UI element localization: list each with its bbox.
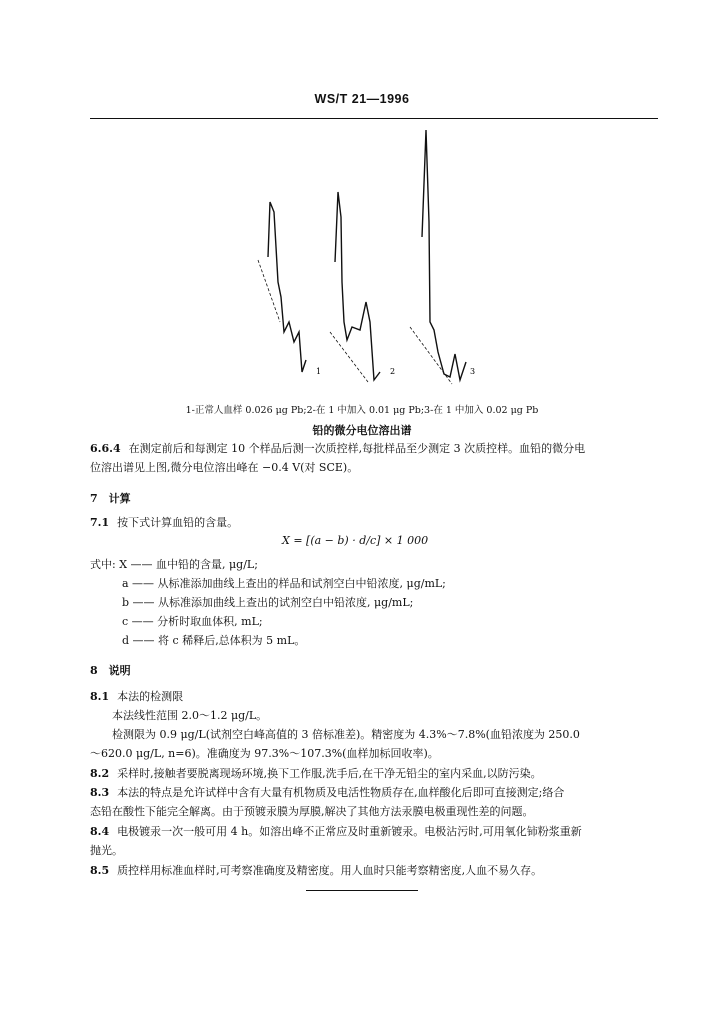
definition-x: 式中: X —— 血中铅的含量, μg/L; [90, 558, 258, 571]
peak-baseline-3 [410, 327, 452, 384]
section-8-2 [90, 765, 542, 781]
peak-curve-3 [422, 130, 466, 380]
section-number: 8.2 [90, 767, 110, 780]
section-text: 按下式计算血铅的含量。 [117, 516, 239, 529]
peak-label-1: 1 [316, 367, 322, 376]
peak-curve-2 [335, 192, 380, 380]
section-8-4-line1 [90, 823, 582, 839]
section-7-heading: 7 计算 [90, 492, 131, 505]
section-text: 本法的检测限 [117, 690, 184, 703]
section-8-3-line1 [90, 784, 564, 800]
peak-curve-1 [268, 202, 306, 372]
figure-title: 铅的微分电位溶出谱 [312, 424, 412, 437]
section-number: 6.6.4 [90, 442, 121, 455]
header-rule [90, 118, 658, 119]
section-8-4-line2: 抛光。 [90, 844, 123, 857]
section-number: 7.1 [90, 516, 110, 529]
section-text: 电极镀汞一次一般可用 4 h。如溶出峰不正常应及时重新镀汞。电极沾污时,可用氧化铈粉浆重新 [117, 825, 582, 838]
peak-label-2: 2 [390, 367, 396, 376]
definition-c: c —— 分析时取血体积, mL; [122, 615, 263, 628]
section-8-1-line3: ～620.0 μg/L, n=6)。准确度为 97.3%～107.3%(血样加标回收率)。 [90, 747, 439, 760]
definition-d: d —— 将 c 稀释后,总体积为 5 mL。 [122, 634, 306, 647]
section-text: 本法的特点是允许试样中含有大量有机物质及电活性物质存在,血样酸化后即可直接测定;络合 [117, 786, 565, 799]
section-8-1-line2: 检测限为 0.9 μg/L(试剂空白峰高值的 3 倍标准差)。精密度为 4.3%～7.8%(血铅浓度为 250.0 [112, 728, 580, 741]
section-text: 采样时,接触者要脱离现场环境,换下工作服,洗手后,在干净无铅尘的室内采血,以防污染。 [117, 767, 542, 780]
page-header: WS/T 21—1996 [314, 92, 410, 106]
stripping-spectrum-plot [240, 122, 500, 392]
section-8-heading: 8 说明 [90, 664, 131, 677]
peak-label-3: 3 [470, 367, 476, 376]
peak-baseline-2 [330, 332, 368, 382]
formula: X = [(a − b) · d/c] × 1 000 [282, 534, 429, 547]
section-text: 质控样用标准血样时,可考察准确度及精密度。用人血时只能考察精密度,人血不易久存。 [117, 864, 543, 877]
section-8-3-line2: 态铅在酸性下能完全解离。由于预镀汞膜为厚膜,解决了其他方法汞膜电极重现性差的问题。 [90, 805, 534, 818]
section-number: 8.1 [90, 690, 110, 703]
definition-b: b —— 从标准添加曲线上查出的试剂空白中铅浓度, μg/mL; [122, 596, 414, 609]
section-6-6-4-line1 [90, 440, 585, 456]
figure-caption: 1-正常人血样 0.026 μg Pb;2-在 1 中加入 0.01 μg Pb;3-在 1 中加入 0.02 μg Pb [185, 405, 539, 416]
stripping-spectrum-figure [240, 122, 500, 392]
end-rule [306, 890, 418, 891]
section-8-1-line1: 本法线性范围 2.0～1.2 μg/L。 [112, 709, 268, 722]
section-7-1 [90, 514, 238, 530]
definition-a: a —— 从标准添加曲线上查出的样品和试剂空白中铅浓度, μg/mL; [122, 577, 446, 590]
section-number: 8.5 [90, 864, 110, 877]
section-text: 在测定前后和每测定 10 个样品后测一次质控样,每批样品至少测定 3 次质控样。血铅的微分电 [128, 442, 586, 455]
section-8-5 [90, 862, 542, 878]
section-number: 8.4 [90, 825, 110, 838]
section-number: 8.3 [90, 786, 110, 799]
section-8-1-title [90, 688, 183, 704]
section-6-6-4-line2: 位溶出谱见上图,微分电位溶出峰在 −0.4 V(对 SCE)。 [90, 461, 359, 474]
